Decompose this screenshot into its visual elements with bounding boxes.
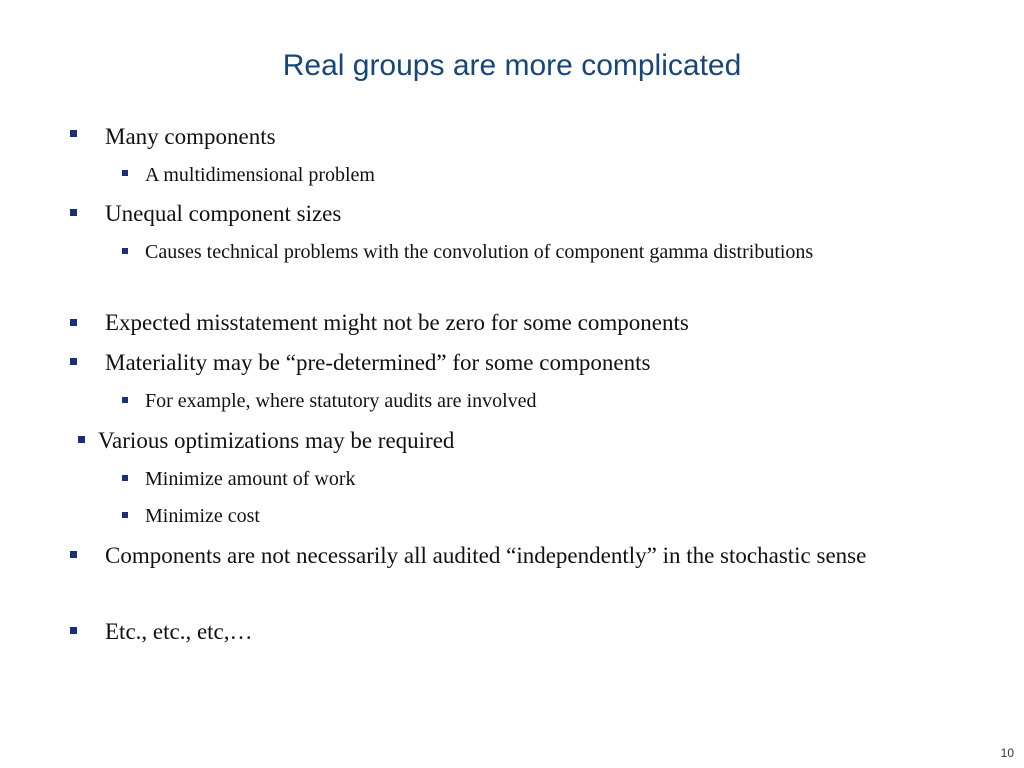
bullet-text: Materiality may be “pre-determined” for some components xyxy=(105,350,651,375)
bullet-text: Unequal component sizes xyxy=(105,201,342,226)
sub-bullet-text: A multidimensional problem xyxy=(145,164,375,186)
sub-bullet-text: Causes technical problems with the convolution of component gamma distributions xyxy=(145,241,814,263)
slide-title: Real groups are more complicated xyxy=(282,49,742,82)
bullet-text: Components are not necessarily all audited “independently” in the stochastic sense xyxy=(105,543,867,568)
square-bullet-icon xyxy=(122,248,128,254)
square-bullet-icon xyxy=(122,397,128,403)
bullet-text: Many components xyxy=(105,124,276,149)
square-bullet-icon xyxy=(78,436,85,443)
square-bullet-icon xyxy=(122,475,128,481)
bullet-text: Etc., etc., etc,… xyxy=(105,619,253,644)
square-bullet-icon xyxy=(70,130,77,137)
square-bullet-icon xyxy=(70,319,77,326)
sub-bullet-text: For example, where statutory audits are involved xyxy=(145,390,537,412)
bullet-text: Expected misstatement might not be zero for some components xyxy=(105,310,689,335)
sub-bullet-text: Minimize amount of work xyxy=(145,468,356,490)
square-bullet-icon xyxy=(70,358,77,365)
square-bullet-icon xyxy=(122,170,128,176)
sub-bullet-text: Minimize cost xyxy=(145,505,260,527)
page-number: 10 xyxy=(1000,746,1014,760)
square-bullet-icon xyxy=(70,209,77,216)
square-bullet-icon xyxy=(70,627,77,634)
square-bullet-icon xyxy=(122,512,128,518)
square-bullet-icon xyxy=(70,551,77,558)
bullet-text: Various optimizations may be required xyxy=(98,428,455,453)
